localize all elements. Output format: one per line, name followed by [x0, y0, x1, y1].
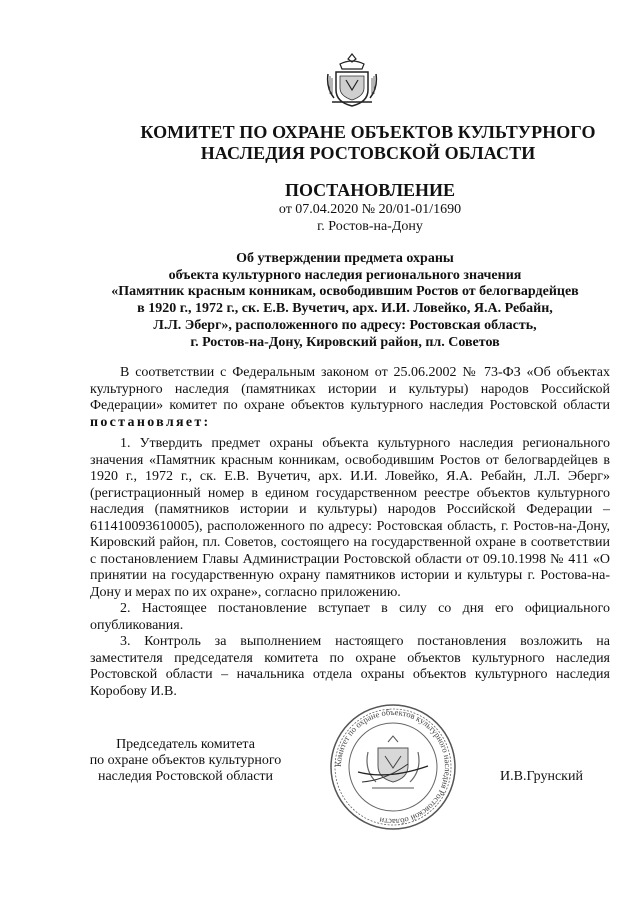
preamble-paragraph	[90, 365, 610, 431]
preamble	[90, 365, 610, 431]
position-line: по охране объектов культурного	[89, 753, 282, 768]
organization-line-2: НАСЛЕДИЯ РОСТОВСКОЙ ОБЛАСТИ	[200, 143, 536, 163]
document-type: ПОСТАНОВЛЕНИЕ	[284, 180, 456, 200]
subject-line: Л.Л. Эберг», расположенного по адресу: Ростовская область,	[153, 317, 537, 333]
document-date-number: от 07.04.2020 № 20/01-01/1690	[278, 202, 462, 217]
point-1: 1. Утвердить предмет охраны объекта культурного наследия регионального значения «Памятник красным конникам, освободившим Ростов от белогвардейцев в 1920 г., 1972 г., ск. Е.В. Вучетич, арх. И.И. Ловейко, Я.А. Ребайн, Л.Л. Эберг» (регистрационный номер в едином государственном реестре объектов культурного наследия (памятников истории и культуры) народов Российской Федерации – 611410093610005), расположенного по адресу: Ростовская область, г. Ростов-на-Дону, Кировский район, пл. Советов, состоящего на государственной охране в соответствии с постановлением Главы Администрации Ростовской области от 09.10.1998 № 411 «О принятии на государственную охрану памятников истории и культуры г. Ростова-на-Дону и мерах по их охране», согласно приложению.	[90, 436, 610, 600]
signatory-name: И.В.Грунский	[500, 769, 583, 784]
document-subject	[80, 251, 610, 351]
coat-of-arms-icon	[326, 52, 378, 110]
subject-line: в 1920 г., 1972 г., ск. Е.В. Вучетич, арх. И.И. Ловейко, Я.А. Ребайн,	[137, 301, 553, 317]
position-line: Председатель комитета	[116, 737, 255, 752]
organization-header	[118, 122, 618, 164]
point-2: 2. Настоящее постановление вступает в силу со дня его официального опубликования.	[90, 601, 610, 633]
seal-ring-text: Комитет по охране объектов культурного наследия Ростовской области	[332, 706, 454, 828]
preamble-text: В соответствии с Федеральным законом от 25.06.2002 № 73-ФЗ «Об объектах культурного наследия (памятниках истории и культуры) народов Российской Федерации» комитет по охране объектов культурного наследия Ростовской области	[90, 365, 610, 413]
subject-line: Об утверждении предмета охраны	[236, 251, 454, 266]
subject-line: г. Ростов-на-Дону, Кировский район, пл. Советов	[190, 334, 500, 350]
subject-line: объекта культурного наследия регионального значения	[168, 267, 522, 283]
organization-line-1: КОМИТЕТ ПО ОХРАНЕ ОБЪЕКТОВ КУЛЬТУРНОГО	[140, 122, 596, 142]
subject-line: «Памятник красным конникам, освободившим Ростов от белогвардейцев	[111, 284, 579, 300]
resolves-word: постановляет:	[90, 414, 211, 430]
official-seal-icon	[328, 702, 458, 832]
resolution-points	[90, 436, 610, 700]
position-line: наследия Ростовской области	[97, 769, 274, 784]
signatory-position	[88, 737, 283, 785]
document-city: г. Ростов-на-Дону	[317, 219, 423, 234]
point-3: 3. Контроль за выполнением настоящего постановления возложить на заместителя председателя комитета по охране объектов культурного наследия Ростовской области – начальника отдела охраны объектов культурного наследия Коробову И.В.	[90, 634, 610, 699]
